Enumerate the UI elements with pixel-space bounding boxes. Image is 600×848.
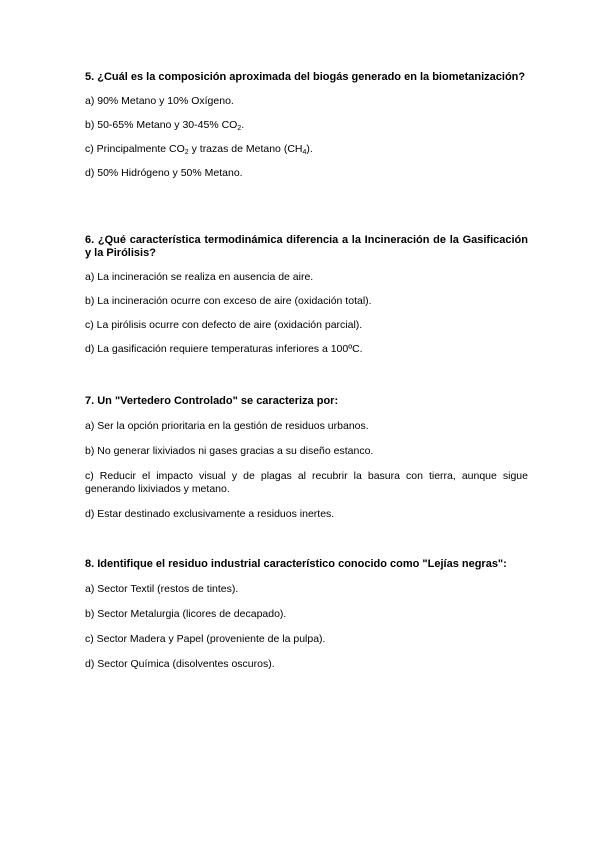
question-title: 7. Un "Vertedero Controlado" se caracteriza por:	[85, 395, 339, 407]
option-a: a) Ser la opción prioritaria en la gestión de residuos urbanos.	[85, 420, 369, 432]
question-title: 6. ¿Qué característica termodinámica diferencia a la Incineración de la Gasificación y la Pirólisis?	[85, 234, 528, 259]
options-list	[85, 420, 528, 521]
option-c: c) Sector Madera y Papel (proveniente de la pulpa).	[85, 633, 326, 645]
option-d: d) Estar destinado exclusivamente a residuos inertes.	[85, 508, 335, 520]
option-c: c) Principalmente $CO_2$ y trazas de Metano $(CH_4)$.	[85, 143, 313, 156]
option-c: c) La pirólisis ocurre con defecto de aire (oxidación parcial).	[85, 319, 363, 331]
option-d: d) La gasificación requiere temperaturas inferiores a 100ºC.	[85, 343, 363, 355]
question-8	[85, 558, 528, 671]
option-b: b) Sector Metalurgia (licores de decapado).	[85, 608, 287, 620]
question-6	[85, 234, 528, 356]
question-title: 5. ¿Cuál es la composición aproximada del biogás generado en la biometanización?	[85, 71, 526, 83]
options-list	[85, 583, 528, 671]
options-list	[85, 95, 528, 180]
option-a: a) Sector Textil (restos de tintes).	[85, 583, 239, 595]
options-list	[85, 271, 528, 356]
option-b: b) La incineración ocurre con exceso de aire (oxidación total).	[85, 295, 372, 307]
question-title: 8. Identifique el residuo industrial característico conocido como "Lejías negras":	[85, 558, 507, 570]
option-a: a) 90% Metano y 10% Oxígeno.	[85, 95, 234, 107]
option-a: a) La incineración se realiza en ausencia de aire.	[85, 271, 314, 283]
question-7	[85, 395, 528, 521]
option-b: b) No generar lixiviados ni gases gracias a su diseño estanco.	[85, 445, 374, 457]
option-d: d) 50% Hidrógeno y 50% Metano.	[85, 167, 243, 179]
option-d: d) Sector Química (disolventes oscuros).	[85, 658, 275, 670]
option-c: c) Reducir el impacto visual y de plagas al recubrir la basura con tierra, aunque sigue generando lixiviados y metano.	[85, 470, 528, 495]
question-5	[85, 71, 528, 180]
option-b: b) 50-65% Metano y 30-45% $CO_2$.	[85, 119, 245, 132]
